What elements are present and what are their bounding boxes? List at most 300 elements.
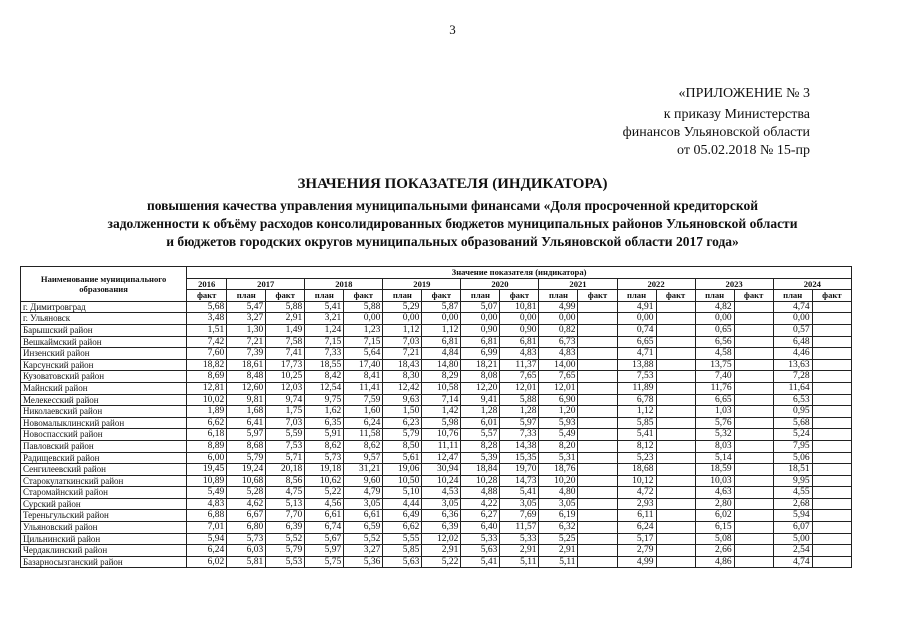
value-cell: 5,57 [461, 429, 500, 441]
value-cell: 7,14 [422, 394, 461, 406]
value-cell: 7,65 [539, 371, 578, 383]
value-cell: 8,62 [344, 440, 383, 452]
value-cell: 2,91 [266, 313, 305, 325]
value-cell: 9,57 [344, 452, 383, 464]
value-cell [734, 510, 773, 522]
value-cell: 1,24 [305, 324, 344, 336]
municipality-name: Барышский район [21, 324, 187, 336]
value-cell: 5,25 [539, 533, 578, 545]
value-cell: 12,42 [383, 382, 422, 394]
value-cell: 7,53 [617, 371, 656, 383]
value-cell [812, 301, 851, 313]
value-cell: 4,58 [695, 348, 734, 360]
value-cell: 7,01 [187, 522, 227, 534]
value-cell: 5,97 [305, 545, 344, 557]
order-reference [623, 106, 810, 160]
value-cell: 6,07 [773, 522, 812, 534]
value-cell: 18,21 [461, 359, 500, 371]
value-cell: 5,24 [773, 429, 812, 441]
value-cell: 6,81 [500, 336, 539, 348]
table-row [21, 429, 852, 441]
table-row [21, 382, 852, 394]
year-header: 2023 [695, 278, 773, 290]
value-cell: 10,28 [461, 475, 500, 487]
value-cell: 4,83 [500, 348, 539, 360]
value-cell: 0,95 [773, 406, 812, 418]
value-cell: 5,87 [422, 301, 461, 313]
value-cell [578, 417, 617, 429]
value-cell [812, 394, 851, 406]
value-cell: 5,61 [383, 452, 422, 464]
value-cell: 5,88 [500, 394, 539, 406]
value-cell: 5,28 [227, 487, 266, 499]
value-cell: 14,80 [422, 359, 461, 371]
value-cell: 8,03 [695, 440, 734, 452]
value-cell: 4,84 [422, 348, 461, 360]
value-cell: 7,28 [773, 371, 812, 383]
value-cell: 1,28 [461, 406, 500, 418]
value-cell: 6,59 [344, 522, 383, 534]
sub-header-cell: план [617, 290, 656, 302]
value-cell [734, 556, 773, 568]
year-header: 2022 [617, 278, 695, 290]
value-cell: 5,11 [539, 556, 578, 568]
municipality-name: Мелекесский район [21, 394, 187, 406]
order-line: к приказу Министерства [663, 107, 810, 122]
value-cell: 7,21 [383, 348, 422, 360]
value-cell: 18,55 [305, 359, 344, 371]
value-cell: 0,00 [773, 313, 812, 325]
value-cell [812, 324, 851, 336]
value-cell [812, 510, 851, 522]
value-cell: 0,57 [773, 324, 812, 336]
value-cell: 4,99 [617, 556, 656, 568]
value-cell: 12,02 [422, 533, 461, 545]
value-cell: 5,06 [773, 452, 812, 464]
value-cell: 6,15 [695, 522, 734, 534]
value-cell: 5,88 [266, 301, 305, 313]
value-cell [578, 464, 617, 476]
value-cell [656, 324, 695, 336]
year-header: 2024 [773, 278, 851, 290]
value-cell: 0,65 [695, 324, 734, 336]
value-cell: 5,11 [500, 556, 539, 568]
value-cell: 1,49 [266, 324, 305, 336]
value-cell: 11,58 [344, 429, 383, 441]
value-cell [578, 475, 617, 487]
document-title: ЗНАЧЕНИЯ ПОКАЗАТЕЛЯ (ИНДИКАТОРА) [297, 176, 608, 192]
value-cell [812, 371, 851, 383]
value-cell [656, 487, 695, 499]
value-cell: 4,44 [383, 498, 422, 510]
value-cell: 5,68 [773, 417, 812, 429]
value-cell: 6,01 [461, 417, 500, 429]
value-cell: 5,73 [305, 452, 344, 464]
value-cell [578, 452, 617, 464]
sub-header-cell: план [461, 290, 500, 302]
value-cell: 6,80 [227, 522, 266, 534]
value-cell: 1,60 [344, 406, 383, 418]
value-cell [656, 301, 695, 313]
value-cell: 19,24 [227, 464, 266, 476]
value-cell: 1,12 [422, 324, 461, 336]
value-cell: 12,01 [539, 382, 578, 394]
value-cell: 9,75 [305, 394, 344, 406]
value-cell: 7,59 [344, 394, 383, 406]
value-cell: 3,27 [227, 313, 266, 325]
value-cell: 6,99 [461, 348, 500, 360]
table-row [21, 313, 852, 325]
value-cell [578, 545, 617, 557]
value-cell: 2,91 [422, 545, 461, 557]
sub-header-cell: план [773, 290, 812, 302]
appendix-label: «ПРИЛОЖЕНИЕ № 3 [678, 86, 810, 101]
value-cell: 7,42 [187, 336, 227, 348]
subtitle-line: задолженности к объёму расходов консолидированных бюджетов муниципальных районов Ульяновской области [107, 216, 798, 231]
value-cell [656, 522, 695, 534]
value-cell: 8,29 [422, 371, 461, 383]
value-cell: 6,23 [383, 417, 422, 429]
value-cell [734, 533, 773, 545]
value-cell: 5,49 [187, 487, 227, 499]
value-cell: 5,76 [695, 417, 734, 429]
value-cell: 3,05 [344, 498, 383, 510]
value-cell [734, 417, 773, 429]
value-cell: 30,94 [422, 464, 461, 476]
value-cell: 6,62 [187, 417, 227, 429]
table-row [21, 301, 852, 313]
value-cell: 5,81 [227, 556, 266, 568]
municipality-name: г. Ульяновск [21, 313, 187, 325]
value-cell [578, 336, 617, 348]
municipality-name: Чердаклинский район [21, 545, 187, 557]
value-cell: 5,52 [344, 533, 383, 545]
value-cell: 5,33 [500, 533, 539, 545]
year-header: 2020 [461, 278, 539, 290]
value-cell: 5,55 [383, 533, 422, 545]
value-cell: 4,80 [539, 487, 578, 499]
municipality-name: Новоспасский район [21, 429, 187, 441]
value-cell: 7,41 [266, 348, 305, 360]
value-cell: 18,61 [227, 359, 266, 371]
sub-header-cell: факт [266, 290, 305, 302]
value-cell [578, 371, 617, 383]
year-header: 2016 [187, 278, 227, 290]
value-cell: 5,22 [422, 556, 461, 568]
municipality-name: Кузоватовский район [21, 371, 187, 383]
table-row [21, 359, 852, 371]
order-line: от 05.02.2018 № 15-пр [677, 143, 810, 158]
value-cell: 14,73 [500, 475, 539, 487]
value-cell: 5,22 [305, 487, 344, 499]
value-cell: 5,29 [383, 301, 422, 313]
value-cell: 0,00 [617, 313, 656, 325]
municipality-name: Базарносызганский район [21, 556, 187, 568]
value-cell [734, 336, 773, 348]
sub-header-cell: факт [187, 290, 227, 302]
value-cell: 5,71 [266, 452, 305, 464]
value-cell: 4,82 [695, 301, 734, 313]
value-cell: 13,63 [773, 359, 812, 371]
value-cell: 6,90 [539, 394, 578, 406]
value-cell: 5,85 [383, 545, 422, 557]
value-cell: 5,97 [500, 417, 539, 429]
value-cell: 6,67 [227, 510, 266, 522]
municipality-name: Майнский район [21, 382, 187, 394]
value-cell: 1,12 [383, 324, 422, 336]
value-cell: 10,62 [305, 475, 344, 487]
value-cell [656, 406, 695, 418]
value-cell: 5,75 [305, 556, 344, 568]
value-cell: 5,49 [539, 429, 578, 441]
value-cell: 10,02 [187, 394, 227, 406]
value-cell [734, 487, 773, 499]
value-cell: 5,14 [695, 452, 734, 464]
value-cell: 4,46 [773, 348, 812, 360]
sub-header-cell: факт [422, 290, 461, 302]
value-cell: 5,17 [617, 533, 656, 545]
value-cell [578, 406, 617, 418]
value-cell: 1,75 [266, 406, 305, 418]
value-cell: 4,83 [539, 348, 578, 360]
value-cell: 4,53 [422, 487, 461, 499]
value-cell: 3,48 [187, 313, 227, 325]
value-cell: 5,79 [227, 452, 266, 464]
value-cell: 19,18 [305, 464, 344, 476]
municipality-name: Тереньгульский район [21, 510, 187, 522]
value-cell [656, 475, 695, 487]
sub-header-cell: план [383, 290, 422, 302]
value-cell: 18,59 [695, 464, 734, 476]
table-row [21, 510, 852, 522]
value-cell: 5,93 [539, 417, 578, 429]
municipality-name: Николаевский район [21, 406, 187, 418]
value-cell: 14,00 [539, 359, 578, 371]
value-cell: 6,41 [227, 417, 266, 429]
table-row [21, 336, 852, 348]
value-cell: 5,68 [187, 301, 227, 313]
value-cell: 1,42 [422, 406, 461, 418]
value-cell [812, 533, 851, 545]
value-cell: 4,71 [617, 348, 656, 360]
value-cell: 18,68 [617, 464, 656, 476]
value-cell [812, 452, 851, 464]
value-cell [578, 348, 617, 360]
value-cell: 7,40 [695, 371, 734, 383]
value-cell: 5,47 [227, 301, 266, 313]
value-cell [578, 429, 617, 441]
value-cell: 2,66 [695, 545, 734, 557]
year-header: 2018 [305, 278, 383, 290]
value-cell: 3,27 [344, 545, 383, 557]
value-cell: 2,79 [617, 545, 656, 557]
value-cell: 6,11 [617, 510, 656, 522]
value-cell [734, 498, 773, 510]
table-row [21, 452, 852, 464]
value-cell [734, 475, 773, 487]
value-cell [812, 522, 851, 534]
value-cell: 8,50 [383, 440, 422, 452]
value-cell: 5,08 [695, 533, 734, 545]
value-cell: 5,07 [461, 301, 500, 313]
value-cell: 12,54 [305, 382, 344, 394]
value-cell: 7,65 [500, 371, 539, 383]
table-row [21, 522, 852, 534]
table-body [21, 301, 852, 568]
table-row [21, 440, 852, 452]
value-cell [734, 301, 773, 313]
value-cell: 4,74 [773, 556, 812, 568]
table-row [21, 475, 852, 487]
value-cell: 9,81 [227, 394, 266, 406]
value-cell: 5,23 [617, 452, 656, 464]
subtitle-line: повышения качества управления муниципальными финансами «Доля просроченной кредиторской [146, 198, 759, 213]
value-cell: 1,30 [227, 324, 266, 336]
value-cell [734, 371, 773, 383]
value-cell: 4,63 [695, 487, 734, 499]
value-cell: 10,81 [500, 301, 539, 313]
value-cell [578, 487, 617, 499]
value-cell: 8,28 [461, 440, 500, 452]
value-cell [812, 336, 851, 348]
value-cell: 18,84 [461, 464, 500, 476]
value-cell: 0,00 [539, 313, 578, 325]
value-cell: 5,33 [461, 533, 500, 545]
value-cell: 6,18 [187, 429, 227, 441]
value-cell: 0,00 [383, 313, 422, 325]
value-cell [734, 313, 773, 325]
value-cell [578, 313, 617, 325]
value-cell: 8,30 [383, 371, 422, 383]
municipality-name: Ульяновский район [21, 522, 187, 534]
value-cell: 4,62 [227, 498, 266, 510]
value-cell: 3,21 [305, 313, 344, 325]
value-cell: 5,39 [461, 452, 500, 464]
year-header: 2021 [539, 278, 617, 290]
value-cell: 11,37 [500, 359, 539, 371]
value-cell: 5,91 [305, 429, 344, 441]
value-cell: 4,79 [344, 487, 383, 499]
value-cell [656, 498, 695, 510]
value-cell: 4,74 [773, 301, 812, 313]
value-cell [812, 406, 851, 418]
value-cell: 0,90 [461, 324, 500, 336]
value-cell: 5,73 [227, 533, 266, 545]
value-cell: 12,47 [422, 452, 461, 464]
value-cell: 3,05 [422, 498, 461, 510]
value-cell: 4,75 [266, 487, 305, 499]
value-cell: 18,43 [383, 359, 422, 371]
value-cell [578, 324, 617, 336]
value-cell: 5,00 [773, 533, 812, 545]
value-cell: 5,41 [500, 487, 539, 499]
value-cell [734, 406, 773, 418]
value-cell [656, 510, 695, 522]
value-cell: 5,64 [344, 348, 383, 360]
table-row [21, 533, 852, 545]
sub-header-cell: факт [734, 290, 773, 302]
value-cell: 6,81 [461, 336, 500, 348]
value-cell: 1,68 [227, 406, 266, 418]
value-cell [734, 382, 773, 394]
value-cell [812, 348, 851, 360]
value-cell: 1,23 [344, 324, 383, 336]
value-cell: 5,10 [383, 487, 422, 499]
value-cell [812, 417, 851, 429]
value-cell [656, 394, 695, 406]
value-cell: 15,35 [500, 452, 539, 464]
value-cell [734, 348, 773, 360]
value-cell [656, 313, 695, 325]
value-cell: 17,40 [344, 359, 383, 371]
value-cell: 4,22 [461, 498, 500, 510]
value-cell: 4,56 [305, 498, 344, 510]
value-cell: 5,31 [539, 452, 578, 464]
value-cell: 13,75 [695, 359, 734, 371]
value-cell: 7,15 [344, 336, 383, 348]
value-cell: 5,94 [773, 510, 812, 522]
value-cell: 3,05 [500, 498, 539, 510]
value-cell [734, 429, 773, 441]
value-cell [812, 359, 851, 371]
order-line: финансов Ульяновской области [622, 125, 810, 140]
year-header: 2017 [227, 278, 305, 290]
municipality-name: Павловский район [21, 440, 187, 452]
value-cell: 8,62 [305, 440, 344, 452]
value-cell: 17,73 [266, 359, 305, 371]
value-cell: 6,56 [695, 336, 734, 348]
value-cell: 10,03 [695, 475, 734, 487]
sub-header-cell: план [305, 290, 344, 302]
value-cell: 9,60 [344, 475, 383, 487]
value-cell: 6,53 [773, 394, 812, 406]
value-cell: 6,00 [187, 452, 227, 464]
value-cell: 1,89 [187, 406, 227, 418]
value-cell: 6,48 [773, 336, 812, 348]
value-cell: 5,36 [344, 556, 383, 568]
value-cell: 9,41 [461, 394, 500, 406]
value-cell [656, 452, 695, 464]
value-cell: 5,94 [187, 533, 227, 545]
value-cell: 7,39 [227, 348, 266, 360]
table-row [21, 348, 852, 360]
value-cell: 6,27 [461, 510, 500, 522]
value-cell: 8,48 [227, 371, 266, 383]
value-cell: 13,88 [617, 359, 656, 371]
value-cell: 6,88 [187, 510, 227, 522]
value-cell: 0,74 [617, 324, 656, 336]
value-cell: 7,69 [500, 510, 539, 522]
municipality-name: Старокулаткинский район [21, 475, 187, 487]
value-cell: 6,73 [539, 336, 578, 348]
value-cell [812, 429, 851, 441]
value-cell [578, 533, 617, 545]
value-cell [578, 359, 617, 371]
value-cell: 8,20 [539, 440, 578, 452]
value-cell: 18,82 [187, 359, 227, 371]
value-cell: 5,88 [344, 301, 383, 313]
value-cell: 11,64 [773, 382, 812, 394]
value-cell: 1,12 [617, 406, 656, 418]
value-cell: 4,91 [617, 301, 656, 313]
value-cell: 10,50 [383, 475, 422, 487]
value-cell: 11,11 [422, 440, 461, 452]
value-cell: 0,00 [695, 313, 734, 325]
value-cell: 10,25 [266, 371, 305, 383]
table-row [21, 417, 852, 429]
value-cell: 10,68 [227, 475, 266, 487]
value-cell [656, 336, 695, 348]
